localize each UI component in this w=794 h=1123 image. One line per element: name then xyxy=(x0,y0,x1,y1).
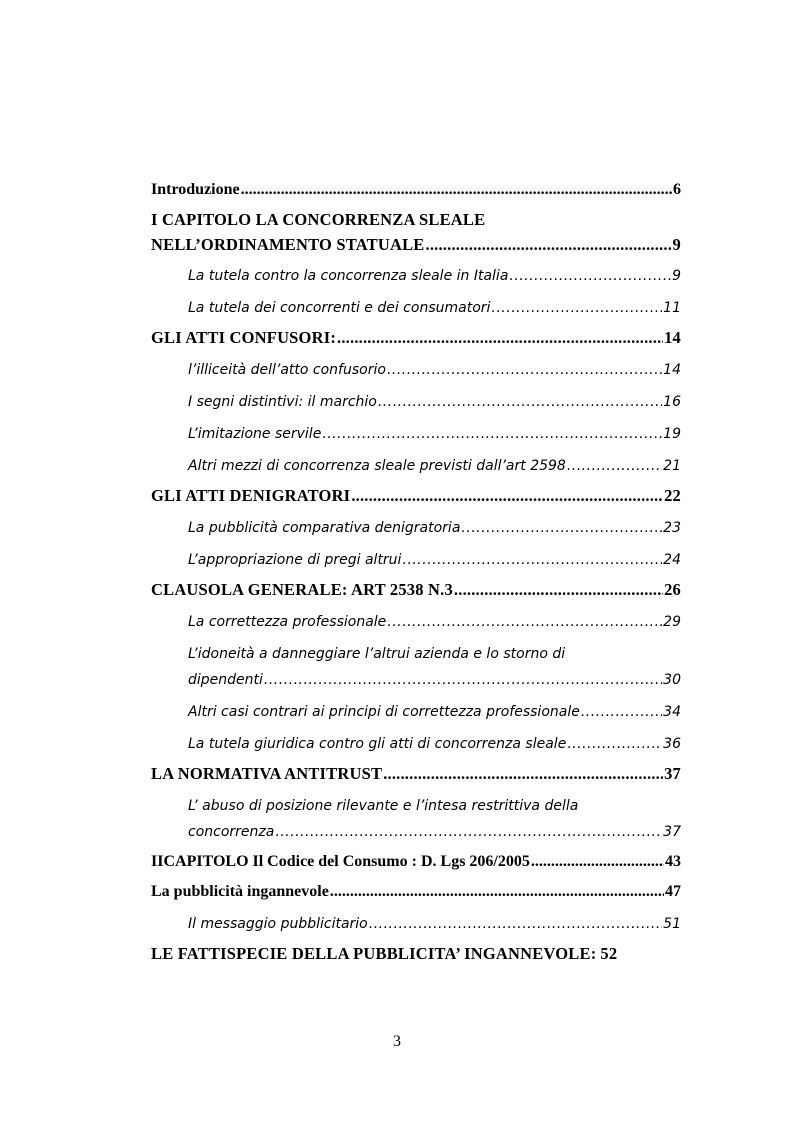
toc-entry-atti-confusori[interactable] xyxy=(151,325,681,351)
toc-leader xyxy=(369,911,662,937)
toc-leader xyxy=(387,357,662,383)
toc-entry-altri-mezzi[interactable] xyxy=(151,453,681,479)
toc-leader xyxy=(426,233,672,257)
toc-title: L’appropriazione di pregi altrui xyxy=(188,552,402,568)
toc-entry-correttezza[interactable] xyxy=(151,609,681,635)
toc-entry-idoneita[interactable] xyxy=(151,641,681,693)
toc-entry-capitolo-2[interactable] xyxy=(151,849,681,875)
toc-entry-clausola-generale[interactable] xyxy=(151,577,681,603)
toc-title-line1: I CAPITOLO LA CONCORRENZA SLEALE xyxy=(151,210,486,229)
toc-page: 36 xyxy=(663,736,681,752)
toc-page: 24 xyxy=(663,552,681,568)
toc-page: 29 xyxy=(663,614,681,630)
toc-leader xyxy=(387,609,662,635)
toc-entry-appropriazione-pregi[interactable] xyxy=(151,547,681,573)
toc-entry-tutela-concorrenti[interactable] xyxy=(151,295,681,321)
toc-page: 19 xyxy=(663,426,681,442)
toc-leader xyxy=(378,389,662,415)
toc-page: 9 xyxy=(672,235,681,254)
table-of-contents xyxy=(151,173,681,967)
toc-title: LA NORMATIVA ANTITRUST xyxy=(151,764,383,783)
toc-page: 34 xyxy=(663,704,681,720)
toc-title: IICAPITOLO Il Codice del Consumo : D. Lgs 206/2005 xyxy=(151,853,530,870)
toc-page: 30 xyxy=(663,672,681,688)
toc-entry-illiceita[interactable] xyxy=(151,357,681,383)
toc-leader xyxy=(461,515,662,541)
toc-title: I segni distintivi: il marchio xyxy=(188,394,377,410)
toc-entry-pubblicita-comparativa[interactable] xyxy=(151,515,681,541)
toc-page: 14 xyxy=(663,362,681,378)
toc-entry-pubblicita-ingannevole[interactable] xyxy=(151,879,681,905)
toc-title: Altri casi contrari ai principi di correttezza professionale xyxy=(188,704,580,720)
toc-entry-altri-casi[interactable] xyxy=(151,699,681,725)
toc-page: 37 xyxy=(664,764,681,783)
toc-entry-atti-denigratori[interactable] xyxy=(151,483,681,509)
toc-leader xyxy=(351,483,663,509)
toc-leader xyxy=(567,731,662,757)
page-number: 3 xyxy=(393,1033,401,1050)
toc-leader xyxy=(581,699,662,725)
toc-page: 47 xyxy=(665,883,681,900)
toc-title: Introduzione xyxy=(151,181,240,198)
toc-page: 37 xyxy=(663,824,681,840)
toc-title: La pubblicità comparativa denigratoria xyxy=(188,520,461,536)
toc-leader xyxy=(330,879,664,905)
toc-page: 23 xyxy=(663,520,681,536)
toc-title-line2: dipendenti xyxy=(188,672,263,688)
toc-title: La tutela dei concorrenti e dei consumatori xyxy=(188,300,491,316)
toc-entry-segni-distintivi[interactable] xyxy=(151,389,681,415)
toc-title-line1: L’ abuso di posizione rilevante e l’intesa restrittiva della xyxy=(188,798,579,814)
toc-page: 52 xyxy=(600,944,618,963)
toc-entry-capitolo-1[interactable] xyxy=(151,207,681,257)
toc-title: GLI ATTI CONFUSORI: xyxy=(151,328,337,347)
toc-title: GLI ATTI DENIGRATORI xyxy=(151,486,351,505)
toc-entry-introduzione[interactable] xyxy=(151,177,681,203)
toc-page: 21 xyxy=(663,458,681,474)
toc-entry-tutela-italia[interactable] xyxy=(151,263,681,289)
toc-title: La pubblicità ingannevole xyxy=(151,883,329,900)
toc-leader xyxy=(383,761,663,787)
toc-leader xyxy=(275,819,662,845)
toc-leader xyxy=(491,295,662,321)
toc-title: L’imitazione servile xyxy=(188,426,322,442)
toc-title: Il messaggio pubblicitario xyxy=(188,916,368,932)
toc-entry-fattispecie[interactable] xyxy=(151,941,681,967)
toc-entry-abuso-posizione[interactable] xyxy=(151,793,681,845)
toc-leader xyxy=(531,849,664,875)
toc-leader xyxy=(509,263,671,289)
toc-page: 43 xyxy=(665,853,681,870)
toc-title: LE FATTISPECIE DELLA PUBBLICITA’ INGANNEVOLE: xyxy=(151,944,597,963)
toc-page: 22 xyxy=(664,486,681,505)
toc-page: 9 xyxy=(672,268,681,284)
toc-title-line2: concorrenza xyxy=(188,824,275,840)
toc-entry-tutela-giuridica[interactable] xyxy=(151,731,681,757)
toc-leader xyxy=(322,421,662,447)
toc-page: 6 xyxy=(673,181,681,198)
toc-leader xyxy=(567,453,662,479)
toc-page: 16 xyxy=(663,394,681,410)
toc-entry-imitazione-servile[interactable] xyxy=(151,421,681,447)
toc-leader xyxy=(454,577,663,603)
toc-title-line1: L’idoneità a danneggiare l’altrui azienda e lo storno di xyxy=(188,646,566,662)
toc-leader xyxy=(337,325,663,351)
toc-title: l’illiceità dell’atto confusorio xyxy=(188,362,386,378)
toc-title: Altri mezzi di concorrenza sleale previsti dall’art 2598 xyxy=(188,458,566,474)
toc-title: La correttezza professionale xyxy=(188,614,387,630)
toc-page: 14 xyxy=(664,328,681,347)
toc-leader xyxy=(241,177,672,203)
toc-title-line2: NELL’ORDINAMENTO STATUALE xyxy=(151,235,425,254)
toc-entry-messaggio-pubblicitario[interactable] xyxy=(151,911,681,937)
toc-leader xyxy=(264,667,662,693)
toc-page: 26 xyxy=(664,580,681,599)
toc-page: 51 xyxy=(663,916,681,932)
toc-leader xyxy=(402,547,662,573)
toc-entry-normativa-antitrust[interactable] xyxy=(151,761,681,787)
toc-title: CLAUSOLA GENERALE: ART 2538 N.3 xyxy=(151,580,453,599)
toc-page: 11 xyxy=(663,300,681,316)
toc-title: La tutela contro la concorrenza sleale in Italia xyxy=(188,268,509,284)
toc-title: La tutela giuridica contro gli atti di concorrenza sleale xyxy=(188,736,567,752)
